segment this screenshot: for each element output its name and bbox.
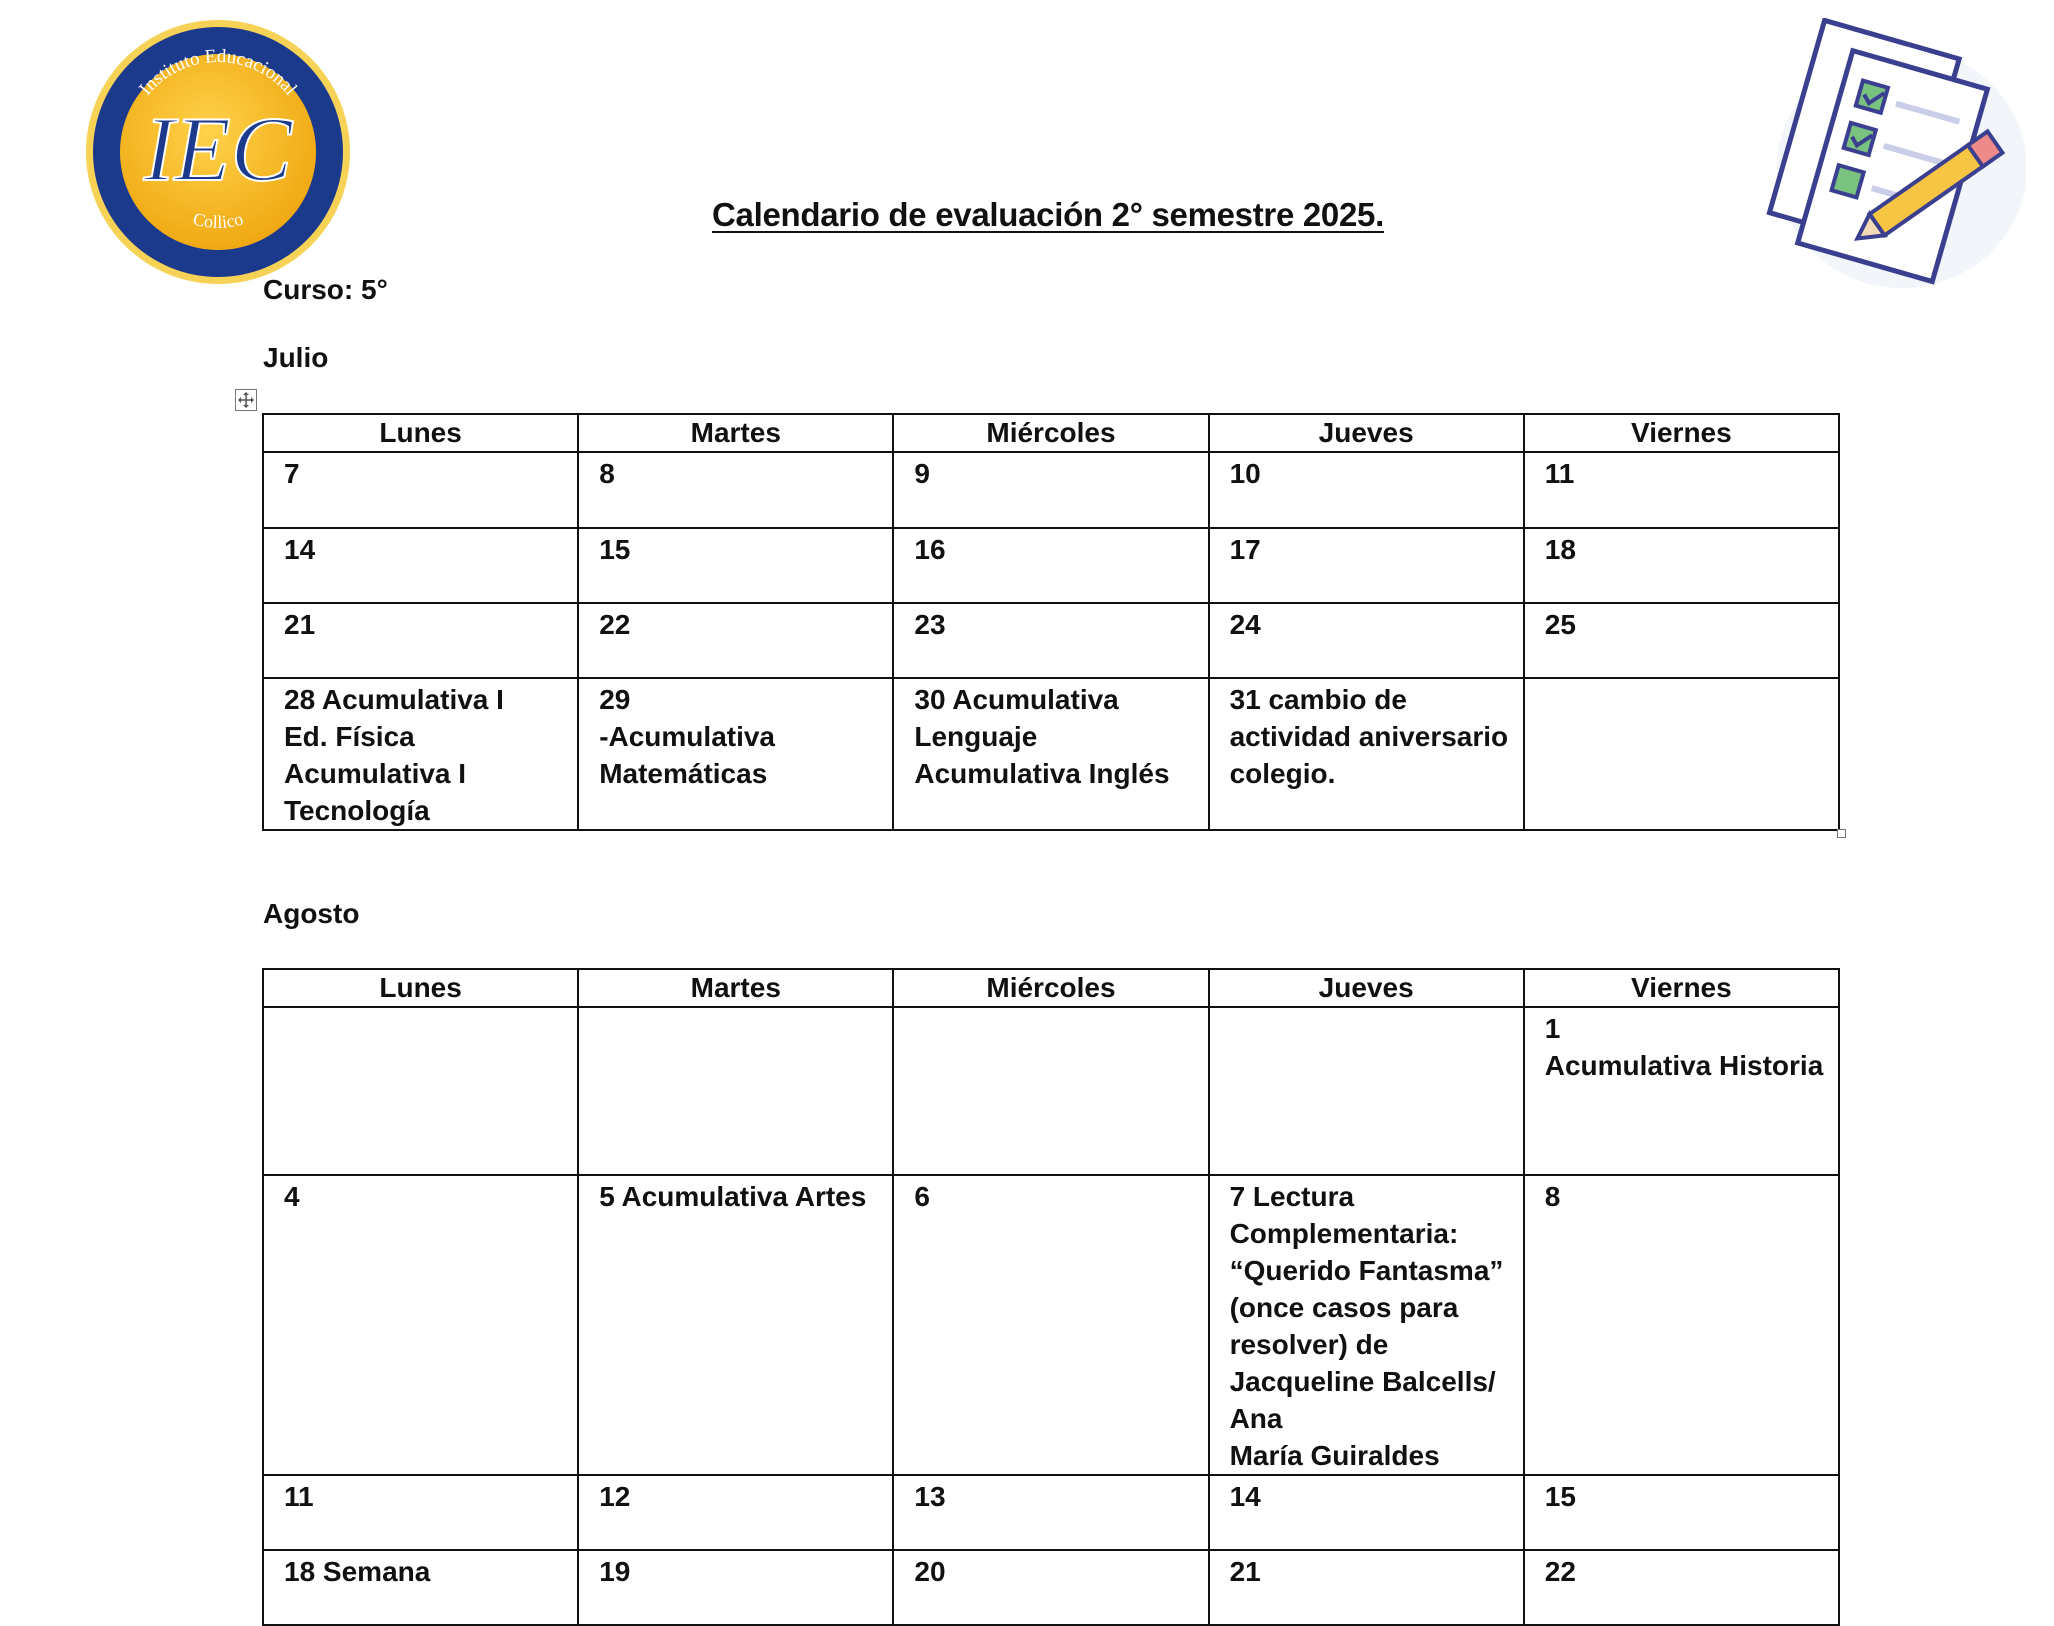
day-cell-text: 4 [284, 1181, 300, 1212]
week-row [263, 1475, 1839, 1550]
day-cell [1209, 452, 1524, 528]
table-resize-handle[interactable] [1837, 829, 1846, 838]
day-cell-text: 15 [599, 534, 631, 565]
day-cell [263, 1550, 578, 1625]
day-cell-text: 21 [1229, 1556, 1261, 1587]
day-cell-text: 13 [914, 1481, 946, 1512]
day-cell [1524, 1007, 1839, 1175]
day-cell-text: 19 [599, 1556, 631, 1587]
checklist-pencil-icon [1742, 18, 2026, 300]
day-cell [1209, 1007, 1524, 1175]
day-cell-text: 17 [1229, 534, 1261, 565]
day-cell [263, 1007, 578, 1175]
day-cell [893, 528, 1208, 603]
day-cell [1209, 603, 1524, 678]
day-cell [1209, 1550, 1524, 1625]
week-row [263, 603, 1839, 678]
day-cell [1524, 452, 1839, 528]
day-cell [263, 452, 578, 528]
day-cell-text: 8 [599, 458, 615, 489]
day-cell [1524, 603, 1839, 678]
weekday-header: Jueves [1209, 414, 1524, 452]
day-cell-text: 25 [1544, 609, 1576, 640]
school-logo-icon [84, 18, 352, 286]
day-cell-text: 22 [599, 609, 631, 640]
day-cell-text: 5 Acumulativa Artes [599, 1181, 867, 1212]
day-cell [263, 1475, 578, 1550]
course-label: Curso: 5° [263, 274, 388, 305]
day-cell [1524, 1175, 1839, 1475]
weekday-header-row [263, 414, 1839, 452]
weekday-header-row [263, 969, 1839, 1007]
month-label-agosto: Agosto [263, 898, 360, 929]
day-cell [578, 1475, 893, 1550]
day-cell-text: 14 [1229, 1481, 1261, 1512]
day-cell-text: 10 [1229, 458, 1261, 489]
weekday-header: Miércoles [893, 969, 1208, 1007]
logo-initials: IEC [143, 98, 293, 200]
day-cell [1524, 678, 1839, 830]
day-cell-text: 1 Acumulativa Historia [1544, 1013, 1824, 1081]
day-cell [893, 1007, 1208, 1175]
day-cell [893, 678, 1208, 830]
day-cell-text: 31 cambio de actividad aniversario colegio. [1229, 684, 1509, 789]
day-cell [893, 1175, 1208, 1475]
weekday-header: Viernes [1524, 969, 1839, 1007]
day-cell [263, 1175, 578, 1475]
day-cell-text: 11 [1544, 458, 1575, 489]
day-cell [1209, 1475, 1524, 1550]
day-cell [578, 603, 893, 678]
day-cell-text: 18 [1544, 534, 1576, 565]
day-cell [263, 603, 578, 678]
day-cell [893, 452, 1208, 528]
day-cell [1524, 1475, 1839, 1550]
table-move-handle[interactable] [235, 389, 257, 411]
week-row [263, 1175, 1839, 1475]
weekday-header: Martes [578, 414, 893, 452]
day-cell-text: 28 Acumulativa I Ed. Física Acumulativa I Tecnología [284, 684, 504, 826]
day-cell-text: 16 [914, 534, 946, 565]
weekday-header: Viernes [1524, 414, 1839, 452]
day-cell [1209, 1175, 1524, 1475]
day-cell [1524, 528, 1839, 603]
day-cell-text: 21 [284, 609, 316, 640]
weekday-header: Martes [578, 969, 893, 1007]
day-cell [893, 1550, 1208, 1625]
logo-top-text: Instituto Educacional [135, 45, 301, 100]
month-label-julio: Julio [263, 342, 329, 373]
day-cell-text: 20 [914, 1556, 946, 1587]
day-cell [578, 1007, 893, 1175]
day-cell [1209, 528, 1524, 603]
day-cell-text: 22 [1544, 1556, 1576, 1587]
week-row [263, 1007, 1839, 1175]
day-cell [1209, 678, 1524, 830]
weekday-header: Lunes [263, 969, 578, 1007]
week-row [263, 528, 1839, 603]
week-row [263, 1550, 1839, 1625]
day-cell-text: 11 [284, 1481, 314, 1512]
day-cell-text: 9 [914, 458, 930, 489]
day-cell [263, 528, 578, 603]
day-cell [578, 1175, 893, 1475]
week-row [263, 452, 1839, 528]
day-cell-text: 8 [1544, 1181, 1561, 1212]
page-title: Calendario de evaluación 2° semestre 2025. [712, 196, 1384, 233]
day-cell [1524, 1550, 1839, 1625]
day-cell-text: 23 [914, 609, 946, 640]
day-cell-text: 14 [284, 534, 316, 565]
move-arrows-icon [236, 390, 256, 410]
day-cell-text: 6 [914, 1181, 930, 1212]
day-cell [578, 528, 893, 603]
agosto-calendar-table [262, 968, 1840, 1626]
julio-calendar-table [262, 413, 1840, 831]
day-cell [578, 1550, 893, 1625]
day-cell [893, 1475, 1208, 1550]
day-cell-text: 29 -Acumulativa Matemáticas [599, 684, 776, 789]
day-cell [893, 603, 1208, 678]
day-cell-text: 18 Semana [284, 1556, 431, 1587]
day-cell-text: 30 Acumulativa Lenguaje Acumulativa Inglés [914, 684, 1170, 789]
day-cell-text: 15 [1544, 1481, 1576, 1512]
day-cell-text: 7 [284, 458, 300, 489]
day-cell [578, 452, 893, 528]
week-row [263, 678, 1839, 830]
weekday-header: Miércoles [893, 414, 1208, 452]
day-cell-text: 7 Lectura Complementaria: “Querido Fantasma” (once casos para resolver) de Jacqueline Balcells/ Ana María Guiraldes [1229, 1181, 1504, 1471]
day-cell [263, 678, 578, 830]
day-cell-text: 12 [599, 1481, 631, 1512]
weekday-header: Jueves [1209, 969, 1524, 1007]
day-cell [578, 678, 893, 830]
weekday-header: Lunes [263, 414, 578, 452]
day-cell-text: 24 [1229, 609, 1261, 640]
logo-bottom-text: Collico [190, 208, 246, 233]
